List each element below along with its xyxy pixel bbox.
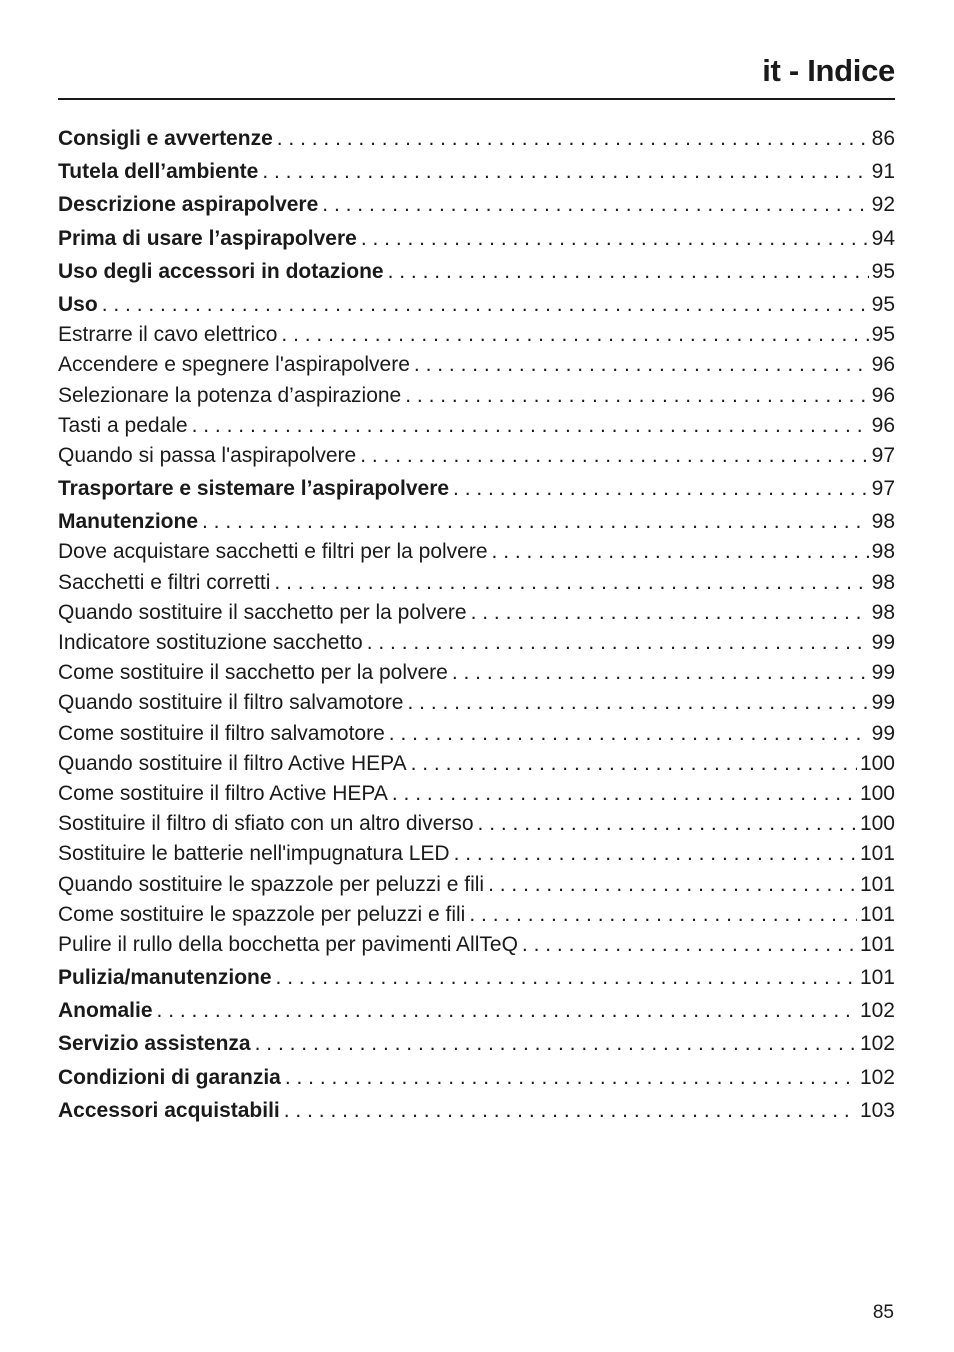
dot-leader — [492, 537, 869, 567]
toc-entry[interactable] — [58, 839, 895, 869]
toc-entry[interactable] — [58, 779, 895, 809]
dot-leader — [255, 1029, 857, 1059]
dot-leader — [471, 598, 869, 628]
table-of-contents — [58, 124, 895, 1126]
toc-entry-label: Descrizione aspirapolvere — [58, 193, 319, 217]
dot-leader — [411, 749, 857, 779]
page-title: it - Indice — [762, 53, 895, 88]
toc-entry-page: 99 — [871, 691, 895, 715]
toc-entry-page: 92 — [871, 193, 895, 217]
dot-leader — [202, 507, 869, 537]
toc-entry-page: 95 — [871, 323, 895, 347]
toc-entry-page: 94 — [871, 226, 895, 250]
toc-entry[interactable] — [58, 474, 895, 504]
dot-leader — [488, 870, 857, 900]
toc-entry-page: 96 — [871, 413, 895, 437]
toc-entry-page: 97 — [871, 477, 895, 501]
toc-entry-page: 97 — [871, 443, 895, 467]
dot-leader — [360, 441, 868, 471]
dot-leader — [361, 224, 869, 254]
toc-entry-label: Anomalie — [58, 999, 153, 1023]
toc-entry-label: Quando sostituire il sacchetto per la polvere — [58, 600, 467, 624]
dot-leader — [408, 688, 869, 718]
toc-entry-label: Come sostituire il sacchetto per la polvere — [58, 661, 448, 685]
dot-leader — [192, 411, 869, 441]
toc-entry[interactable] — [58, 157, 895, 187]
toc-entry[interactable] — [58, 441, 895, 471]
toc-entry-label: Indicatore sostituzione sacchetto — [58, 631, 363, 654]
toc-entry[interactable] — [58, 688, 895, 718]
toc-entry-label: Selezionare la potenza d’aspirazione — [58, 383, 402, 407]
toc-entry-label: Quando si passa l'aspirapolvere — [58, 443, 357, 467]
toc-entry-page: 102 — [859, 1032, 895, 1056]
toc-entry-label: Tutela dell’ambiente — [58, 160, 259, 184]
toc-entry-label: Uso — [58, 292, 98, 316]
toc-entry[interactable] — [58, 507, 895, 537]
toc-entry[interactable] — [58, 257, 895, 287]
toc-entry[interactable] — [58, 719, 895, 749]
toc-entry-page: 99 — [871, 721, 895, 745]
dot-leader — [157, 996, 857, 1026]
dot-leader — [452, 658, 869, 688]
dot-leader — [322, 190, 868, 220]
toc-entry-page: 98 — [871, 600, 895, 624]
toc-entry[interactable] — [58, 930, 895, 960]
toc-entry[interactable] — [58, 568, 895, 598]
dot-leader — [522, 930, 857, 960]
dot-leader — [389, 719, 869, 749]
toc-entry-page: 98 — [871, 510, 895, 534]
dot-leader — [274, 568, 868, 598]
toc-entry[interactable] — [58, 381, 895, 411]
toc-entry[interactable] — [58, 1029, 895, 1059]
toc-entry-page: 103 — [859, 1098, 895, 1122]
dot-leader — [392, 779, 857, 809]
dot-leader — [102, 290, 869, 320]
toc-entry-label: Pulire il rullo della bocchetta per pavimenti AllTeQ — [58, 932, 518, 956]
toc-entry-label: Dove acquistare sacchetti e filtri per la polvere — [58, 540, 488, 564]
toc-entry-page: 102 — [859, 1065, 895, 1089]
toc-entry[interactable] — [58, 749, 895, 779]
toc-entry[interactable] — [58, 1063, 895, 1093]
dot-leader — [414, 350, 869, 380]
toc-entry-label: Manutenzione — [58, 510, 198, 534]
toc-entry-page: 91 — [871, 160, 895, 184]
toc-entry-label: Accendere e spegnere l'aspirapolvere — [58, 353, 410, 377]
toc-entry-label: Servizio assistenza — [58, 1032, 251, 1056]
dot-leader — [453, 474, 869, 504]
toc-entry-label: Come sostituire il filtro Active HEPA — [58, 781, 388, 805]
toc-entry-label: Sostituire il filtro di sfiato con un altro diverso — [58, 812, 474, 836]
toc-entry-label: Uso degli accessori in dotazione — [58, 259, 384, 283]
toc-entry[interactable] — [58, 628, 895, 658]
dot-leader — [285, 1063, 857, 1093]
toc-entry[interactable] — [58, 598, 895, 628]
toc-entry-page: 100 — [859, 781, 895, 805]
header-rule — [58, 98, 895, 100]
toc-entry-label: Trasportare e sistemare l’aspirapolvere — [58, 477, 450, 501]
toc-entry[interactable] — [58, 900, 895, 930]
dot-leader — [277, 124, 869, 154]
toc-entry-page: 102 — [859, 999, 895, 1023]
page-number: 85 — [872, 1302, 894, 1323]
toc-entry[interactable] — [58, 537, 895, 567]
toc-entry[interactable] — [58, 963, 895, 993]
toc-entry[interactable] — [58, 350, 895, 380]
toc-entry-page: 99 — [871, 661, 895, 685]
toc-entry-label: Sostituire le batterie nell'impugnatura LED — [58, 842, 450, 866]
toc-entry[interactable] — [58, 809, 895, 839]
toc-entry-page: 101 — [859, 932, 895, 956]
toc-entry-label: Condizioni di garanzia — [58, 1065, 281, 1089]
toc-entry-label: Accessori acquistabili — [58, 1098, 280, 1122]
dot-leader — [281, 320, 868, 350]
toc-entry-label: Tasti a pedale — [58, 413, 188, 437]
toc-entry-page: 96 — [871, 353, 895, 377]
toc-entry-page: 96 — [871, 383, 895, 407]
toc-entry-page: 101 — [859, 872, 895, 896]
toc-entry-label: Consigli e avvertenze — [58, 127, 273, 150]
toc-entry-label: Quando sostituire il filtro Active HEPA — [58, 751, 407, 775]
toc-entry-page: 101 — [859, 842, 895, 866]
toc-entry-label: Sacchetti e filtri corretti — [58, 570, 271, 594]
dot-leader — [276, 963, 857, 993]
toc-entry-label: Pulizia/manutenzione — [58, 966, 272, 990]
toc-entry[interactable] — [58, 290, 895, 320]
toc-entry-page: 101 — [859, 966, 895, 990]
toc-entry-label: Quando sostituire il filtro salvamotore — [58, 691, 404, 715]
toc-entry[interactable] — [58, 124, 895, 154]
toc-entry-page: 95 — [871, 259, 895, 283]
toc-entry[interactable] — [58, 658, 895, 688]
toc-entry[interactable] — [58, 411, 895, 441]
toc-entry-page: 100 — [859, 812, 895, 836]
toc-entry-page: 95 — [871, 292, 895, 316]
toc-entry-page: 98 — [871, 570, 895, 594]
toc-entry-label: Come sostituire le spazzole per peluzzi e fili — [58, 902, 466, 926]
toc-entry-page: 86 — [871, 127, 895, 150]
toc-entry[interactable] — [58, 190, 895, 220]
toc-entry-label: Prima di usare l’aspirapolvere — [58, 226, 357, 250]
toc-entry[interactable] — [58, 320, 895, 350]
toc-entry[interactable] — [58, 224, 895, 254]
toc-entry[interactable] — [58, 870, 895, 900]
toc-entry-page: 101 — [859, 902, 895, 926]
dot-leader — [388, 257, 869, 287]
toc-entry-page: 100 — [859, 751, 895, 775]
dot-leader — [405, 381, 868, 411]
toc-entry-label: Quando sostituire le spazzole per peluzzi e fili — [58, 872, 485, 896]
dot-leader — [469, 900, 857, 930]
dot-leader — [284, 1096, 857, 1126]
toc-entry-page: 99 — [871, 631, 895, 654]
toc-entry[interactable] — [58, 996, 895, 1026]
dot-leader — [367, 628, 869, 658]
dot-leader — [454, 839, 857, 869]
toc-entry-page: 98 — [871, 540, 895, 564]
toc-entry-label: Come sostituire il filtro salvamotore — [58, 721, 385, 745]
dot-leader — [478, 809, 857, 839]
toc-entry-label: Estrarre il cavo elettrico — [58, 323, 278, 347]
dot-leader — [262, 157, 868, 187]
toc-entry[interactable] — [58, 1096, 895, 1126]
